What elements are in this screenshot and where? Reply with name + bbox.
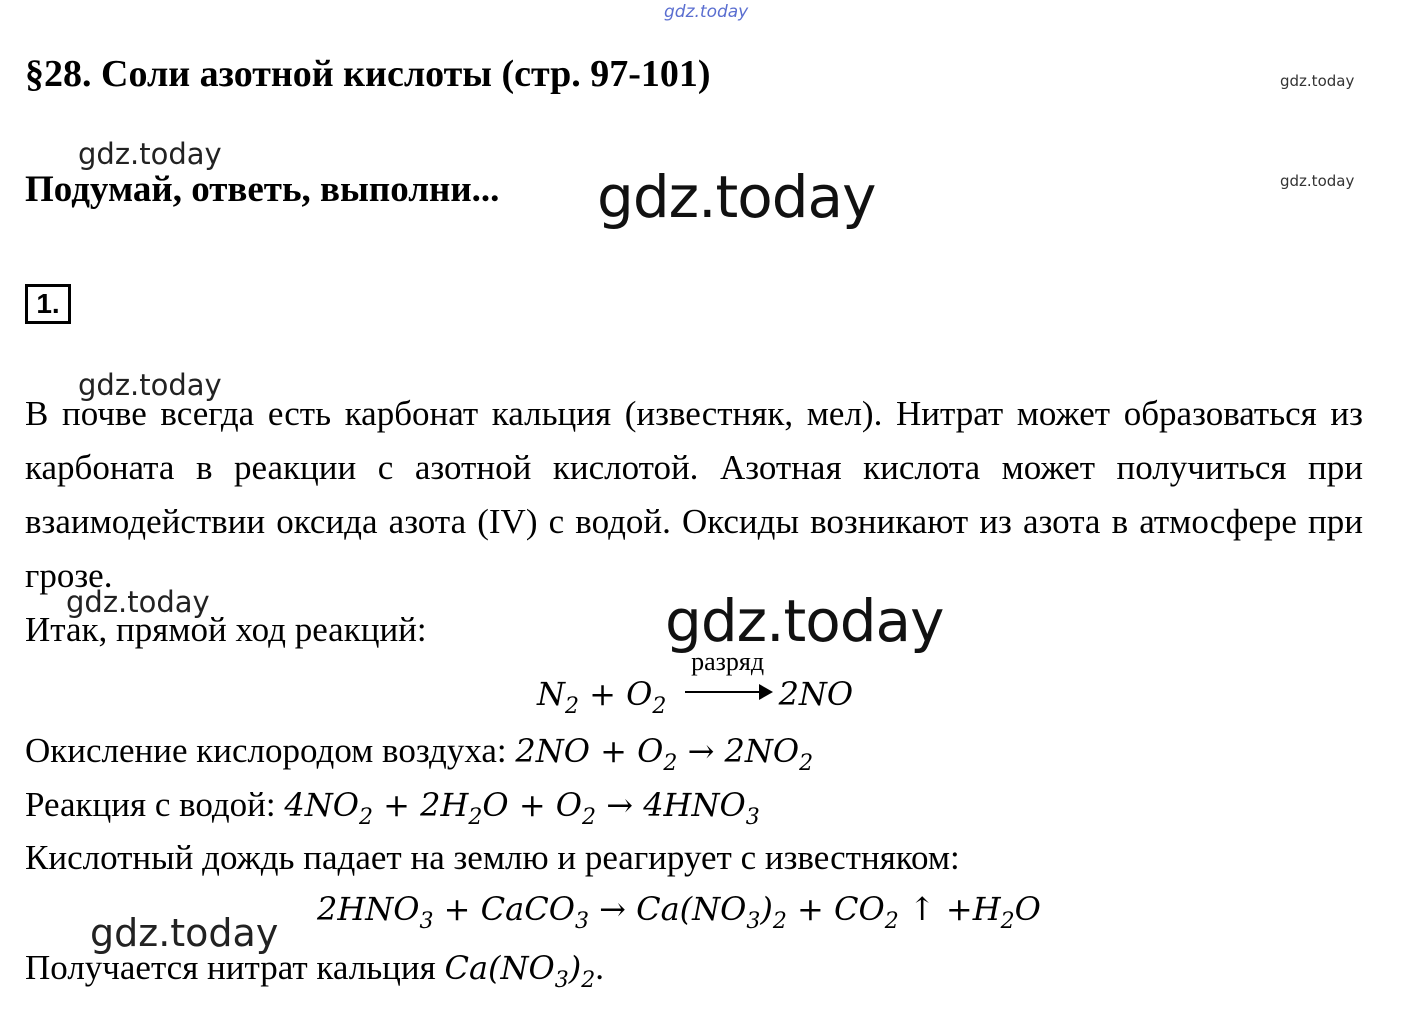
water-t2: + 2H xyxy=(372,786,469,824)
page-title: §28. Соли азотной кислоты (стр. 97-101) xyxy=(25,53,711,95)
eq4-t5: + CO xyxy=(786,890,885,928)
equation-nitrogen-oxygen xyxy=(537,647,854,719)
watermark-big-2: gdz.today xyxy=(665,587,944,655)
oxidation-eq-b-sub: 2 xyxy=(799,751,814,776)
watermark-right-2: gdz.today xyxy=(1280,172,1355,190)
watermark-top: gdz.today xyxy=(664,2,749,22)
eq1-plus: + xyxy=(579,675,627,713)
task-number: 1. xyxy=(36,288,60,319)
eq4-t4: ) xyxy=(760,890,773,928)
eq1-o: O xyxy=(626,675,653,713)
line-result xyxy=(25,948,604,993)
line-oxidation xyxy=(25,731,814,776)
eq4-s4: 2 xyxy=(772,909,787,934)
eq4-s2: 3 xyxy=(574,909,589,934)
eq4-t1: 2HNO xyxy=(317,890,420,928)
task-number-box xyxy=(25,284,71,324)
oxidation-eq-a: 2NO + O xyxy=(515,732,664,770)
water-s4: 3 xyxy=(745,805,760,830)
water-t4: 4HNO xyxy=(643,786,746,824)
eq4-s1: 3 xyxy=(419,909,434,934)
eq4-t6: ↑ +H xyxy=(898,890,1001,928)
section-subtitle: Подумай, ответь, выполни... xyxy=(25,169,500,210)
eq4-t7: O xyxy=(1014,890,1041,928)
eq1-product: 2NO xyxy=(778,675,854,713)
watermark-left-2: gdz.today xyxy=(78,368,222,402)
eq1-n: N xyxy=(537,675,565,713)
watermark-right-1: gdz.today xyxy=(1280,72,1355,90)
arrow-head-icon xyxy=(759,684,773,700)
water-t3: O + O xyxy=(482,786,583,824)
result-t1: Ca(NO xyxy=(444,949,555,987)
eq4-t3: Ca(NO xyxy=(636,890,747,928)
watermark-left-3: gdz.today xyxy=(66,585,210,619)
discharge-arrow xyxy=(683,647,773,707)
eq4-t2: + CaCO xyxy=(433,890,575,928)
body-paragraph: В почве всегда есть карбонат кальция (известняк, мел). Нитрат может образоваться из карбоната в реакции с азотной кислотой. Азотная кислота может получиться при взаимодействии оксида азота (IV) с водой. Оксиды возникают из азота в атмосфере при грозе. xyxy=(25,394,1363,595)
oxidation-label: Окисление кислородом воздуха: xyxy=(25,731,516,770)
water-s3: 2 xyxy=(582,805,597,830)
oxidation-arrow: → xyxy=(677,732,725,770)
line-direct-reactions: Итак, прямой ход реакций: xyxy=(25,610,427,649)
eq4-arrow: → xyxy=(588,890,637,928)
oxidation-eq-b: 2NO xyxy=(724,732,800,770)
oxidation-eq-a-sub: 2 xyxy=(663,751,678,776)
line-acid-rain: Кислотный дождь падает на землю и реагирует с известняком: xyxy=(25,838,960,877)
eq4-s5: 2 xyxy=(884,909,899,934)
result-t2: ) xyxy=(568,949,582,987)
equation-nitric-acid-limestone xyxy=(317,890,1041,934)
water-t1: 4NO xyxy=(284,786,359,824)
water-s1: 2 xyxy=(358,805,373,830)
eq1-n-sub: 2 xyxy=(565,694,579,719)
watermark-left-4: gdz.today xyxy=(90,911,279,955)
result-s1: 3 xyxy=(554,968,569,993)
eq4-s6: 2 xyxy=(1000,909,1015,934)
result-end: . xyxy=(595,948,604,987)
water-s2: 2 xyxy=(468,805,483,830)
water-label: Реакция с водой: xyxy=(25,785,285,824)
line-water-reaction xyxy=(25,785,760,830)
eq4-s3: 3 xyxy=(746,909,761,934)
result-s2: 2 xyxy=(581,968,596,993)
watermark-big-1: gdz.today xyxy=(597,163,876,231)
arrow-label: разряд xyxy=(691,647,765,676)
eq1-o-sub: 2 xyxy=(652,694,667,719)
watermark-left-1: gdz.today xyxy=(78,137,222,171)
result-label: Получается нитрат кальция xyxy=(25,948,445,987)
arrow-line xyxy=(685,691,763,693)
water-arrow: → xyxy=(596,786,644,824)
